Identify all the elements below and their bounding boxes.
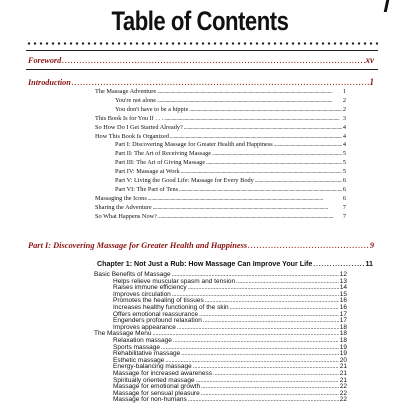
dot-leader	[189, 107, 342, 113]
toc-entry-label: Massage for emotional growth	[113, 383, 201, 391]
dot-leader	[184, 125, 342, 131]
toc-introduction-label: Introduction	[28, 78, 71, 87]
toc-entry-page: 5	[342, 150, 346, 158]
toc-entry-page: 20	[339, 356, 347, 364]
dot-leader	[188, 397, 339, 404]
toc-entry-label: Part III: The Art of Giving Massage	[115, 159, 206, 167]
toc-entry-label: The Massage Menu	[94, 330, 152, 338]
toc-entry[interactable]	[115, 186, 346, 193]
toc-entry[interactable]	[115, 97, 346, 104]
toc-entry-page: 6	[342, 185, 346, 193]
toc-entry-label: Part I: Discovering Massage for Greater Health and Happiness	[115, 141, 273, 149]
toc-entry-page: 6	[342, 194, 346, 202]
dot-leader	[206, 160, 342, 166]
toc-entry-label: Massaging the Icons	[95, 194, 147, 202]
dot-leader	[148, 196, 342, 202]
toc-entry-label: Energy-balancing massage	[113, 363, 192, 371]
toc-entry-label: Relaxation massage	[113, 337, 172, 344]
toc-chapter1-label: Chapter 1: Not Just a Rub: How Massage Can Improve Your Life	[97, 260, 313, 268]
toc-entry-label: Raises immune efficiency	[113, 284, 187, 292]
toc-entry-page: 19	[339, 343, 347, 351]
toc-entry-page: 3	[342, 114, 346, 122]
toc-entry[interactable]	[95, 213, 346, 220]
toc-entry[interactable]	[115, 150, 346, 157]
toc-entry-label: Offers emotional reassurance	[113, 310, 199, 318]
toc-entry-page: 2	[342, 96, 346, 104]
toc-foreword[interactable]	[28, 55, 374, 66]
toc-entry-label: Sports massage	[113, 343, 160, 351]
toc-entry-label: Part V: Living the Good Life: Massage for Every Body	[115, 177, 254, 184]
toc-entry-page: 19	[339, 350, 347, 358]
dot-leader	[157, 98, 342, 104]
toc-chapter1-page: 11	[365, 260, 373, 268]
toc-entry-label: Improves circulation	[113, 290, 171, 298]
dot-leader	[181, 169, 342, 175]
toc-entry-label: Sharing the Adventure	[95, 203, 152, 211]
dot-leader	[157, 89, 342, 95]
toc-entry-page: 22	[339, 396, 347, 404]
toc-entry-label: So What Happens Now?	[95, 212, 157, 220]
toc-entry-page: 14	[339, 284, 347, 292]
toc-entry[interactable]	[95, 88, 346, 95]
toc-entry-page: 4	[342, 132, 346, 140]
dot-leader	[179, 187, 342, 193]
toc-entry-page: 1	[342, 88, 346, 95]
toc-entry-label: Engenders profound relaxation	[113, 317, 202, 325]
corner-mark	[384, 0, 390, 12]
toc-entry-page: 7	[342, 212, 346, 220]
toc-entry[interactable]	[95, 115, 346, 122]
toc-foreword-label: Foreword	[28, 56, 62, 65]
toc-entry-page: 5	[342, 168, 346, 176]
toc-entry[interactable]	[113, 396, 347, 404]
toc-entry[interactable]	[95, 195, 346, 202]
toc-entry[interactable]	[115, 106, 346, 113]
toc-part1-page: 9	[369, 241, 374, 250]
toc-entry-page: 4	[342, 141, 346, 149]
toc-entry-label: The Massage Adventure	[95, 88, 157, 95]
dot-leader	[248, 243, 369, 251]
toc-entry-page: 22	[339, 383, 347, 391]
dot-leader	[158, 214, 342, 220]
dot-leader	[170, 134, 342, 140]
dot-leader	[62, 58, 364, 66]
dot-leader	[313, 262, 364, 269]
toc-entry-page: 15	[339, 290, 347, 298]
toc-entry-label: Rehabilitative massage	[113, 350, 181, 358]
toc-entry-page: 18	[339, 337, 347, 344]
toc-part1-label: Part I: Discovering Massage for Greater Health and Happiness	[28, 241, 248, 250]
toc-entry-label: Promotes the healing of tissues	[113, 297, 204, 305]
toc-entry[interactable]	[115, 141, 346, 148]
toc-entry[interactable]	[115, 177, 346, 184]
toc-entry-label: Spiritually oriented massage	[113, 376, 195, 384]
toc-entry[interactable]	[95, 124, 346, 131]
toc-entry-label: Massage for increased awareness	[113, 370, 212, 377]
toc-entry-page: 18	[339, 330, 347, 338]
toc-entry-label: Basic Benefits of Massage	[94, 271, 171, 278]
toc-entry-page: 17	[339, 317, 347, 325]
dotted-rule	[26, 42, 378, 45]
dot-leader	[153, 205, 342, 211]
toc-entry-label: Part VI: The Part of Tens	[115, 185, 179, 193]
toc-entry-label: You don't have to be a hippie	[115, 105, 189, 113]
dot-leader	[212, 151, 342, 157]
toc-entry-page: 4	[342, 123, 346, 131]
toc-entry-label: Massage for non-humans	[113, 396, 187, 404]
toc-entry-page: 21	[339, 376, 347, 384]
toc-entry-label: Helps relieve muscular spasm and tension	[113, 277, 236, 285]
toc-entry[interactable]	[95, 204, 346, 211]
toc-entry-page: 17	[339, 310, 347, 318]
toc-entry-label: You're not alone	[115, 96, 157, 104]
toc-entry-label: Part IV: Massage at Work	[115, 168, 180, 176]
toc-entry-page: 12	[339, 271, 347, 278]
toc-chapter1[interactable]	[97, 260, 373, 269]
toc-entry-page: 22	[339, 389, 347, 397]
toc-entry-page: 16	[339, 297, 347, 305]
toc-entry-label: Esthetic massage	[113, 356, 165, 364]
toc-entry-label: Massage for sensual pleasure	[113, 389, 200, 397]
toc-entry-page: 5	[342, 159, 346, 167]
dot-leader	[164, 116, 342, 122]
divider	[26, 50, 378, 51]
toc-entry[interactable]	[95, 133, 346, 140]
toc-entry-label: Increases healthy functioning of the skin	[113, 304, 229, 311]
toc-entry-label: So How Do I Get Started Already?	[95, 123, 183, 131]
toc-entry-page: 21	[339, 363, 347, 371]
toc-entry-page: 16	[339, 304, 347, 311]
toc-entry-page: 18	[339, 323, 347, 331]
toc-entry-page: 21	[339, 370, 347, 377]
toc-entry-page: 7	[342, 203, 346, 211]
toc-foreword-page: xv	[365, 55, 374, 65]
toc-introduction[interactable]	[28, 77, 374, 88]
toc-introduction-page: 1	[369, 77, 374, 87]
toc-entry-label: This Book Is for You If . . .	[95, 114, 164, 122]
toc-entry-label: Improves appearance	[113, 323, 176, 331]
dot-leader	[72, 80, 369, 88]
toc-entry[interactable]	[115, 168, 346, 175]
dot-leader	[274, 142, 342, 148]
toc-part1[interactable]	[28, 241, 374, 251]
divider	[26, 69, 378, 70]
toc-entry-label: Part II: The Art of Receiving Massage	[115, 150, 212, 158]
toc-entry-page: 6	[342, 177, 346, 184]
toc-entry[interactable]	[115, 159, 346, 166]
toc-entry-page: 2	[342, 105, 346, 113]
toc-entry-page: 13	[339, 277, 347, 285]
page-title: Table of Contents	[111, 6, 289, 36]
dot-leader	[255, 178, 342, 184]
toc-entry-label: How This Book Is Organized	[95, 132, 169, 140]
